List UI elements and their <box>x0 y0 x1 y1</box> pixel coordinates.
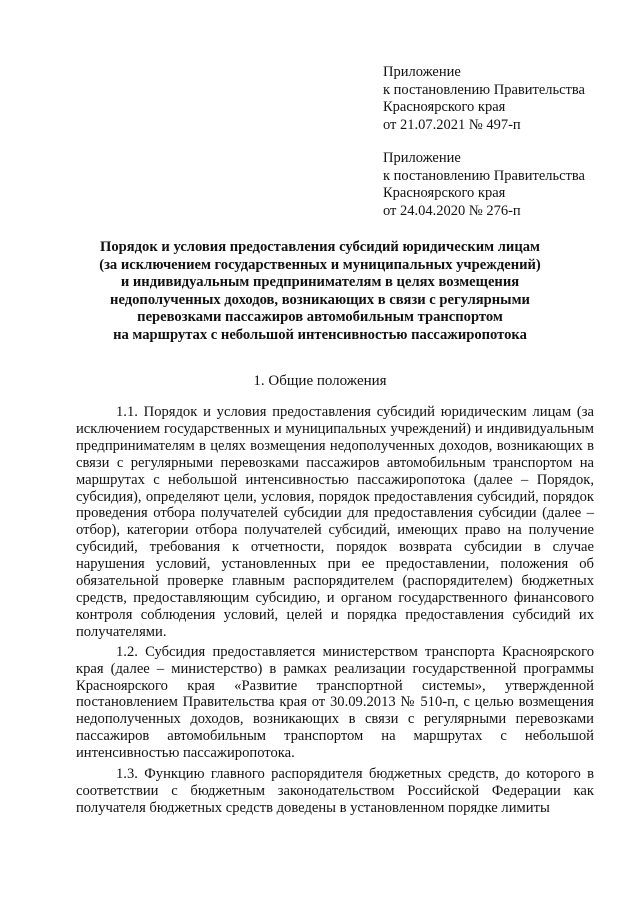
appendix-block-2020 <box>383 150 633 220</box>
appendix-date-number: от 21.07.2021 № 497-п <box>383 116 521 133</box>
title-line: недополученных доходов, возникающих в связи с регулярными <box>110 291 530 308</box>
title-line: Порядок и условия предоставления субсидий юридическим лицам <box>100 239 540 255</box>
title-line: и индивидуальным предпринимателям в целях возмещения <box>120 274 520 291</box>
paragraph-1-2: 1.2. Субсидия предоставляется министерством транспорта Красноярского края (далее – министерство) в рамках реализации государственной программы Красноярского края «Развитие транспортной системы», утвержденной постановлением Правительства края от 30.09.2013 № 510-п, с целью возмещения недополученных доходов, возникающих в связи с регулярными перевозками пассажиров автомобильным транспортом на маршрутах с небольшой интенсивностью пассажиропотока. <box>76 643 594 762</box>
title-line: (за исключением государственных и муниципальных учреждений) <box>99 256 541 273</box>
appendix-block-2021 <box>383 64 633 134</box>
paragraph-1-1: 1.1. Порядок и условия предоставления субсидий юридическим лицам (за исключением государственных и муниципальных учреждений) и индивидуальным предпринимателям в целях возмещения недополученных доходов, возникающих в связи с регулярными перевозками пассажиров автомобильным транспортом на маршрутах с небольшой интенсивностью пассажиропотока (далее – Порядок, субсидия), определяют цели, условия, порядок предоставления субсидий, порядок проведения отбора получателей субсидии для предоставления субсидии (далее – отбор), категории отбора получателей субсидий, имеющих право на получение субсидий, требования к отчетности, порядок возврата субсидии в случае нарушения условий, установленных при ее предоставлении, положения об обязательной проверке главным распорядителем (распорядителем) бюджетных средств, предоставляющим субсидию, и органом государственного финансового контроля соблюдения условий, целей и порядка предоставления субсидий их получателями. <box>76 404 594 640</box>
appendix-label: Приложение <box>383 64 461 80</box>
appendix-label: Приложение <box>383 150 461 166</box>
appendix-date-number: от 24.04.2020 № 276-п <box>383 202 521 219</box>
appendix-region: Красноярского края <box>383 99 506 115</box>
title-line: перевозками пассажиров автомобильным транспортом <box>137 309 503 326</box>
appendix-reference: к постановлению Правительства <box>383 81 585 98</box>
section-heading: 1. Общие положения <box>253 373 387 389</box>
title-line: на маршрутах с небольшой интенсивностью пассажиропотока <box>113 326 527 343</box>
paragraph-1-3: 1.3. Функцию главного распорядителя бюджетных средств, до которого в соответствии с бюджетным законодательством Российской Федерации как получателя бюджетных средств доведены в установленном порядке лимиты <box>76 766 594 816</box>
document-title <box>30 239 610 345</box>
appendix-region: Красноярского края <box>383 185 506 201</box>
appendix-reference: к постановлению Правительства <box>383 167 585 184</box>
document-body <box>76 404 594 817</box>
